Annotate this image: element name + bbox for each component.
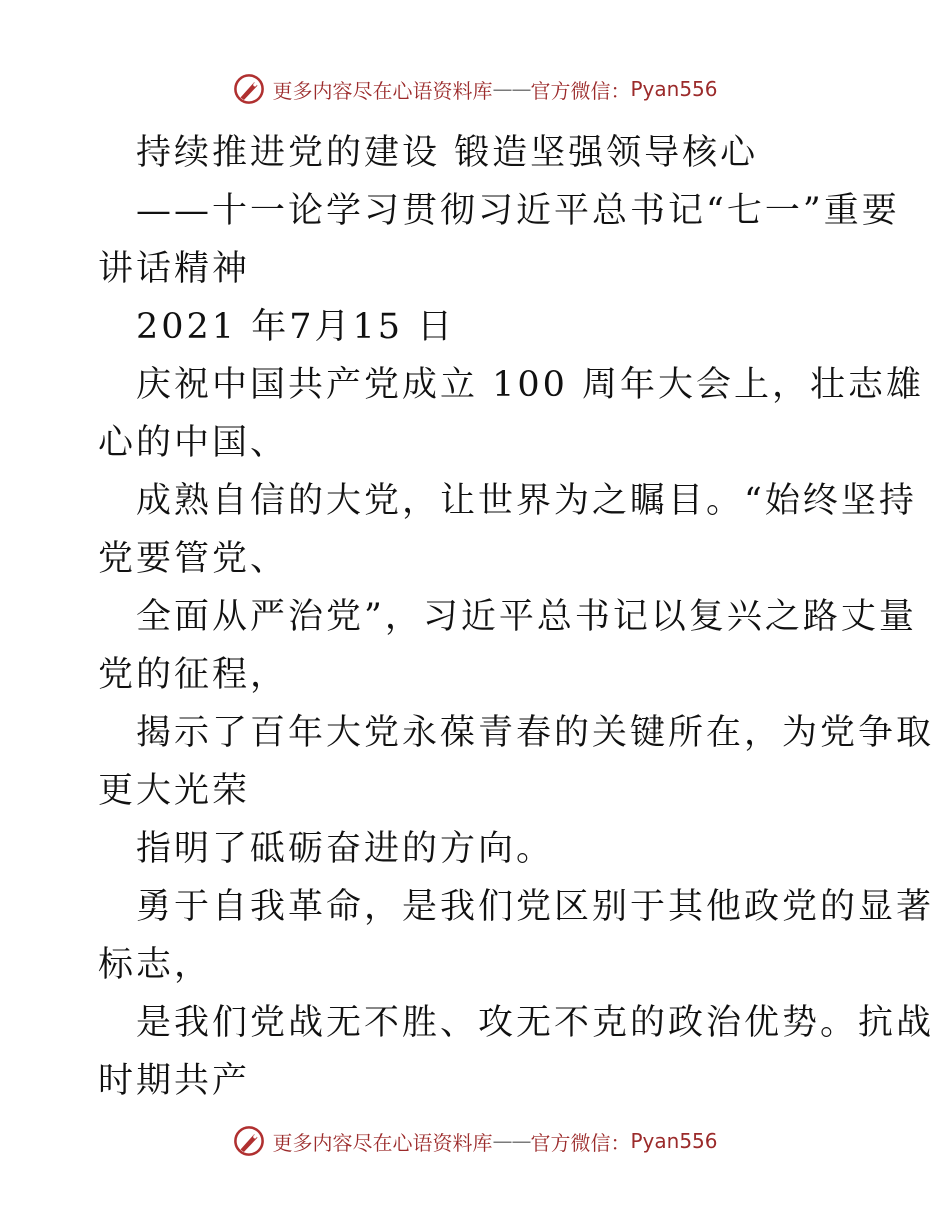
watermark-text: 更多内容尽在心语资料库: [272, 78, 493, 103]
paragraph-line: 是我们党战无不胜、攻无不克的政治优势。抗战: [136, 1003, 935, 1043]
paragraph-line: 全面从严治党”，习近平总书记以复兴之路丈量: [136, 597, 917, 637]
paragraph-line: 庆祝中国共产党成立 100 周年大会上，壮志雄: [136, 365, 925, 405]
watermark-separator: ——: [492, 1129, 531, 1153]
document-date: 2021 年7月15 日: [136, 307, 456, 347]
paragraph-line: 指明了砥砺奋进的方向。: [136, 829, 555, 869]
paragraph-line: 党的征程，: [98, 655, 289, 695]
paragraph-line: 心的中国、: [98, 423, 289, 463]
paragraph-line: 标志，: [98, 945, 213, 985]
watermark-separator: ——: [492, 77, 531, 101]
watermark-wechat-label: 官方微信：: [530, 1130, 631, 1155]
document-subtitle-line: ——十一论学习贯彻习近平总书记“七一”重要: [136, 191, 900, 231]
watermark-wechat-id: Pyan556: [630, 1129, 718, 1153]
watermark-text: 更多内容尽在心语资料库: [272, 1130, 493, 1155]
paragraph-line: 揭示了百年大党永葆青春的关键所在，为党争取: [136, 713, 935, 753]
document-subtitle-line: 讲话精神: [98, 249, 251, 289]
watermark-header: [0, 72, 950, 106]
pen-nib-logo-icon: [232, 72, 266, 106]
paragraph-line: 党要管党、: [98, 539, 289, 579]
watermark-wechat-label: 官方微信：: [530, 78, 631, 103]
paragraph-line: 时期共产: [98, 1061, 251, 1101]
pen-nib-logo-icon: [232, 1124, 266, 1158]
watermark-footer: [0, 1124, 950, 1158]
watermark-wechat-id: Pyan556: [630, 77, 718, 101]
document-body: [98, 124, 935, 1110]
document-title: 持续推进党的建设 锻造坚强领导核心: [136, 133, 759, 173]
paragraph-line: 更大光荣: [98, 771, 251, 811]
paragraph-line: 成熟自信的大党，让世界为之瞩目。“始终坚持: [136, 481, 917, 521]
paragraph-line: 勇于自我革命，是我们党区别于其他政党的显著: [136, 887, 935, 927]
